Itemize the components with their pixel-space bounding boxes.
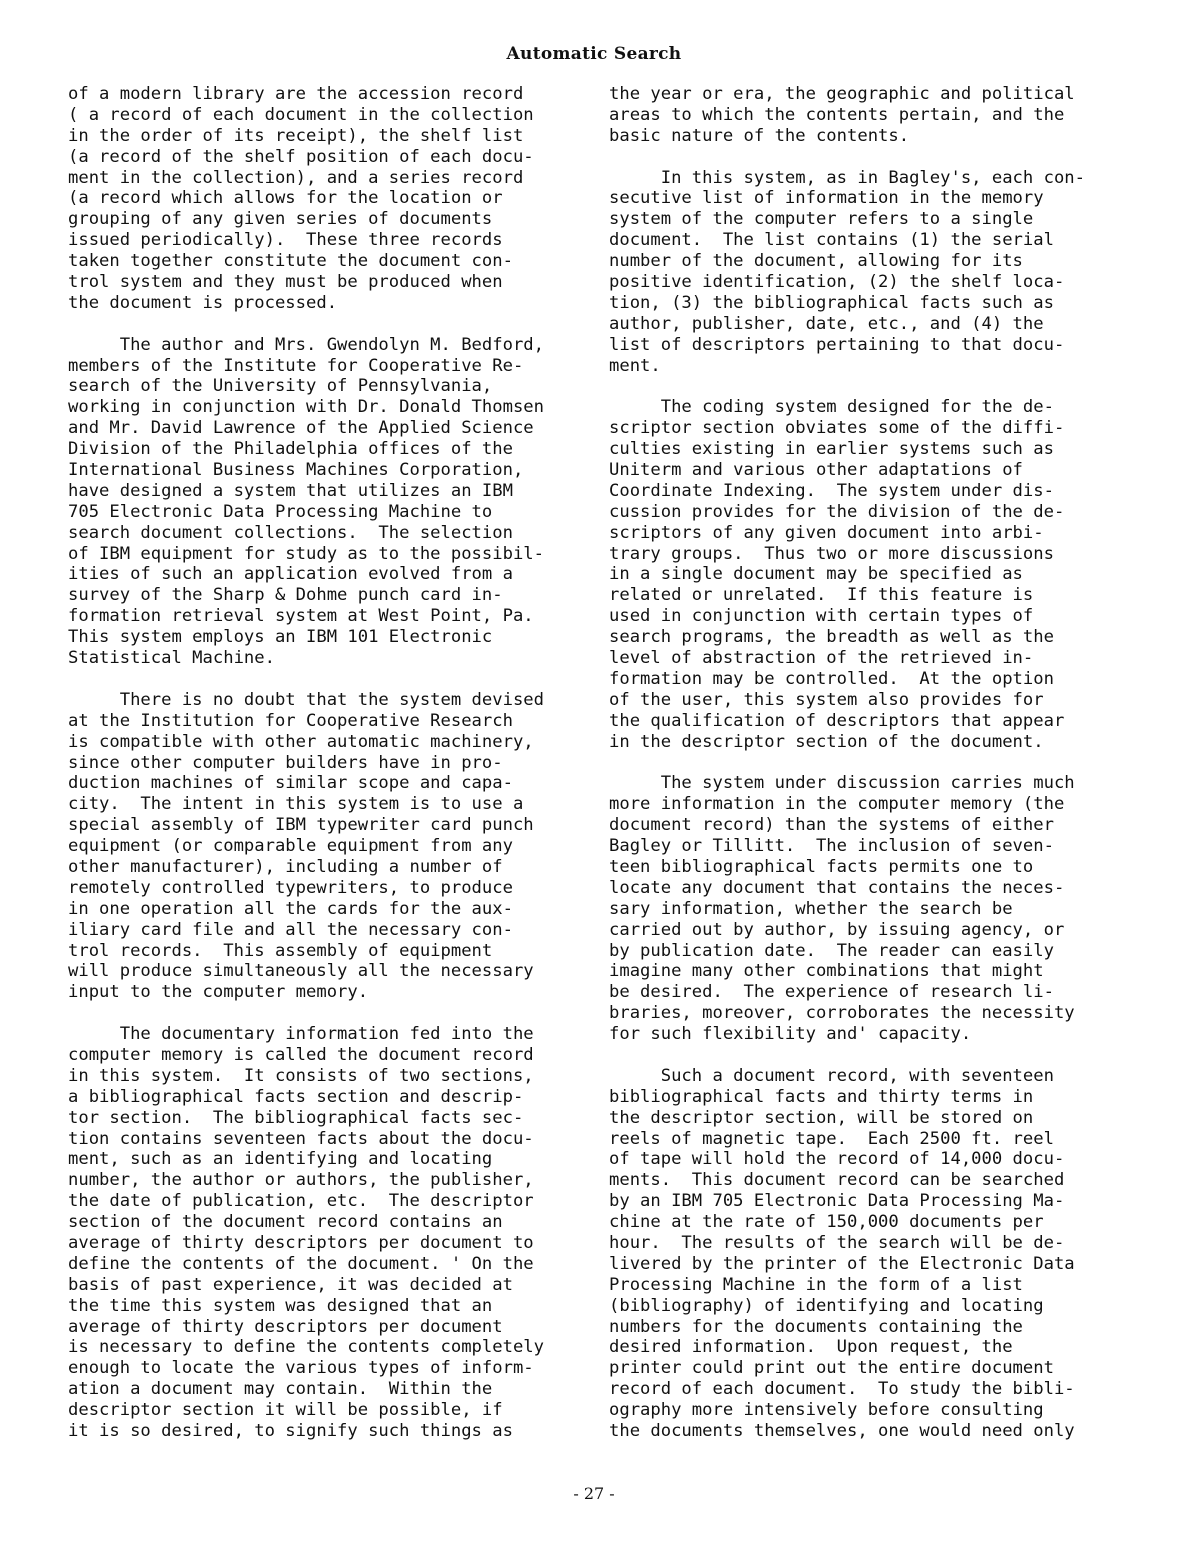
text-line: will produce simultaneously all the necessary [68,961,534,982]
text-line: members of the Institute for Cooperative Re- [68,355,524,376]
text-line: the documents themselves, one would need only [609,1421,1075,1441]
paragraph [609,397,1099,752]
text-line: other manufacturer), including a number of [68,856,503,877]
text-line: list of descriptors pertaining to that docu- [609,334,1065,355]
text-line: of tape will hold the record of 14,000 docu- [609,1149,1065,1170]
running-title: Automatic Search [506,44,682,64]
text-line: (a record of the shelf position of each docu- [68,146,534,167]
paragraph [609,1066,1099,1442]
text-line: scriptor section obviates some of the diffi- [609,418,1065,439]
text-line: basic nature of the contents. [609,125,910,146]
text-line: Statistical Machine. [68,648,275,669]
text-line: be desired. The experience of research li- [609,982,1054,1003]
text-line: number, the author or authors, the publisher, [68,1170,534,1191]
text-line: International Business Machines Corporation, [68,460,524,481]
paragraph-gap [609,1045,1099,1066]
paragraph [609,84,1099,147]
text-line: formation retrieval system at West Point, Pa. [68,606,534,627]
text-line: descriptor section it will be possible, if [68,1400,503,1421]
text-line: Coordinate Indexing. The system under dis- [609,480,1054,501]
text-line: the qualification of descriptors that appear [609,710,1065,731]
text-line: related or unrelated. If this feature is [609,585,1034,606]
paragraph [609,773,1099,1045]
text-line: ( a record of each document in the collection [68,104,534,125]
text-line: imagine many other combinations that might [609,961,1044,982]
text-line: the year or era, the geographic and political [609,84,1075,104]
text-line: issued periodically). These three records [68,230,503,251]
text-line: teen bibliographical facts permits one to [609,856,1034,877]
text-line: remotely controlled typewriters, to produce [68,877,513,898]
text-line: (bibliography) of identifying and locating [609,1295,1044,1316]
text-line: tion, (3) the bibliographical facts such as [609,292,1054,313]
text-line: reels of magnetic tape. Each 2500 ft. reel [609,1128,1054,1149]
text-line: bibliographical facts and thirty terms in [609,1086,1034,1107]
text-line: the time this system was designed that an [68,1295,493,1316]
text-line: input to the computer memory. [68,982,369,1003]
text-line: scriptors of any given document into arbi- [609,522,1044,543]
paragraph-gap [68,314,568,335]
text-line: search of the University of Pennsylvania, [68,376,493,397]
text-line: Such a document record, with seventeen [609,1065,1054,1086]
text-line: since other computer builders have in pro- [68,752,503,773]
text-line: numbers for the documents containing the [609,1316,1023,1337]
text-line: ation a document may contain. Within the [68,1379,493,1400]
text-line: document record) than the systems of either [609,815,1054,836]
text-line: in one operation all the cards for the aux- [68,898,513,919]
text-line: There is no doubt that the system devised [68,689,544,710]
text-line: average of thirty descriptors per document to [68,1232,534,1253]
text-line: define the contents of the document. ' On the [68,1253,534,1274]
text-line: average of thirty descriptors per document [68,1316,503,1337]
text-line: (a record which allows for the location or [68,188,503,209]
text-line: working in conjunction with Dr. Donald Thomsen [68,397,544,418]
text-line: ment, such as an identifying and locating [68,1149,493,1170]
text-line: computer memory is called the document record [68,1044,534,1065]
text-line: in the descriptor section of the document. [609,731,1044,752]
text-line: number of the document, allowing for its [609,251,1023,272]
text-line: it is so desired, to signify such things as [68,1421,513,1441]
text-line: system of the computer refers to a single [609,209,1034,230]
text-line: formation may be controlled. At the option [609,668,1054,689]
text-line: desired information. Upon request, the [609,1337,1013,1358]
text-line: duction machines of similar scope and capa- [68,773,513,794]
text-line: in this system. It consists of two sections, [68,1065,534,1086]
text-line: by an IBM 705 Electronic Data Processing Ma- [609,1191,1065,1212]
text-line: ment. [609,355,661,376]
text-line: printer could print out the entire document [609,1358,1054,1379]
text-line: trol system and they must be produced when [68,272,503,293]
paragraph [68,690,568,1003]
text-line: special assembly of IBM typewriter card punch [68,815,534,836]
text-line: ments. This document record can be searched [609,1170,1065,1191]
text-line: ment in the collection), and a series record [68,167,524,188]
text-line: positive identification, (2) the shelf loca- [609,272,1065,293]
text-line: iliary card file and all the necessary con- [68,919,513,940]
text-line: have designed a system that utilizes an IBM [68,480,513,501]
paragraph-gap [68,669,568,690]
text-line: search document collections. The selection [68,522,513,543]
text-line: culties existing in earlier systems such as [609,439,1054,460]
text-line: trol records. This assembly of equipment [68,940,493,961]
text-line: trary groups. Thus two or more discussions [609,543,1054,564]
paragraph [609,168,1099,377]
text-line: by publication date. The reader can easily [609,940,1054,961]
text-line: ities of such an application evolved from a [68,564,513,585]
right-text-column [609,84,1099,1442]
text-line: carried out by author, by issuing agency, or [609,919,1065,940]
text-line: sary information, whether the search be [609,898,1013,919]
text-line: hour. The results of the search will be de- [609,1232,1065,1253]
text-line: of IBM equipment for study as to the possibil- [68,543,544,564]
text-line: secutive list of information in the memory [609,188,1044,209]
text-line: basis of past experience, it was decided at [68,1274,513,1295]
text-line: level of abstraction of the retrieved in- [609,648,1034,669]
text-line: In this system, as in Bagley's, each con- [609,167,1085,188]
text-line: The author and Mrs. Gwendolyn M. Bedford, [68,334,544,355]
text-line: Processing Machine in the form of a list [609,1274,1023,1295]
text-line: record of each document. To study the bibli- [609,1379,1075,1400]
paragraph [68,84,568,314]
text-line: of the user, this system also provides for [609,689,1044,710]
text-line: of a modern library are the accession record [68,84,524,104]
text-line: document. The list contains (1) the serial [609,230,1054,251]
text-line: taken together constitute the document con- [68,251,513,272]
text-line: for such flexibility and' capacity. [609,1024,972,1045]
paragraph [68,335,568,669]
text-line: more information in the computer memory (the [609,794,1065,815]
text-line: This system employs an IBM 101 Electronic [68,627,493,648]
text-line: the date of publication, etc. The descriptor [68,1191,534,1212]
text-line: tion contains seventeen facts about the docu- [68,1128,534,1149]
text-line: a bibliographical facts section and descrip- [68,1086,524,1107]
paragraph-gap [609,147,1099,168]
text-line: Bagley or Tillitt. The inclusion of seven- [609,836,1054,857]
text-line: Division of the Philadelphia offices of the [68,439,513,460]
text-line: is necessary to define the contents completely [68,1337,544,1358]
text-line: braries, moreover, corroborates the necessity [609,1003,1075,1024]
paragraph-gap [68,1003,568,1024]
text-line: survey of the Sharp & Dohme punch card in- [68,585,503,606]
text-line: cussion provides for the division of the de- [609,501,1065,522]
text-line: grouping of any given series of documents [68,209,493,230]
text-line: used in conjunction with certain types of [609,606,1034,627]
text-line: equipment (or comparable equipment from any [68,836,513,857]
text-line: section of the document record contains an [68,1212,503,1233]
text-line: areas to which the contents pertain, and the [609,104,1065,125]
text-line: in the order of its receipt), the shelf list [68,125,524,146]
text-line: Uniterm and various other adaptations of [609,460,1023,481]
text-line: city. The intent in this system is to use a [68,794,524,815]
text-line: The documentary information fed into the [68,1024,534,1045]
left-text-column [68,84,568,1442]
text-line: the descriptor section, will be stored on [609,1107,1034,1128]
text-line: chine at the rate of 150,000 documents per [609,1212,1044,1233]
text-line: The coding system designed for the de- [609,397,1054,418]
paragraph [68,1024,568,1442]
text-line: and Mr. David Lawrence of the Applied Science [68,418,534,439]
text-line: 705 Electronic Data Processing Machine to [68,501,493,522]
text-line: tor section. The bibliographical facts sec- [68,1107,524,1128]
paragraph-gap [609,376,1099,397]
text-line: ography more intensively before consulting [609,1400,1044,1421]
text-line: is compatible with other automatic machinery, [68,731,534,752]
paragraph-gap [609,753,1099,774]
text-line: The system under discussion carries much [609,773,1075,794]
text-line: in a single document may be specified as [609,564,1023,585]
text-line: the document is processed. [68,292,338,313]
text-line: at the Institution for Cooperative Research [68,710,513,731]
text-line: enough to locate the various types of inform- [68,1358,534,1379]
page-number: - 27 - [573,1484,615,1503]
text-line: livered by the printer of the Electronic Data [609,1253,1075,1274]
text-line: author, publisher, date, etc., and (4) the [609,313,1044,334]
text-line: search programs, the breadth as well as the [609,627,1054,648]
text-line: locate any document that contains the neces- [609,877,1065,898]
